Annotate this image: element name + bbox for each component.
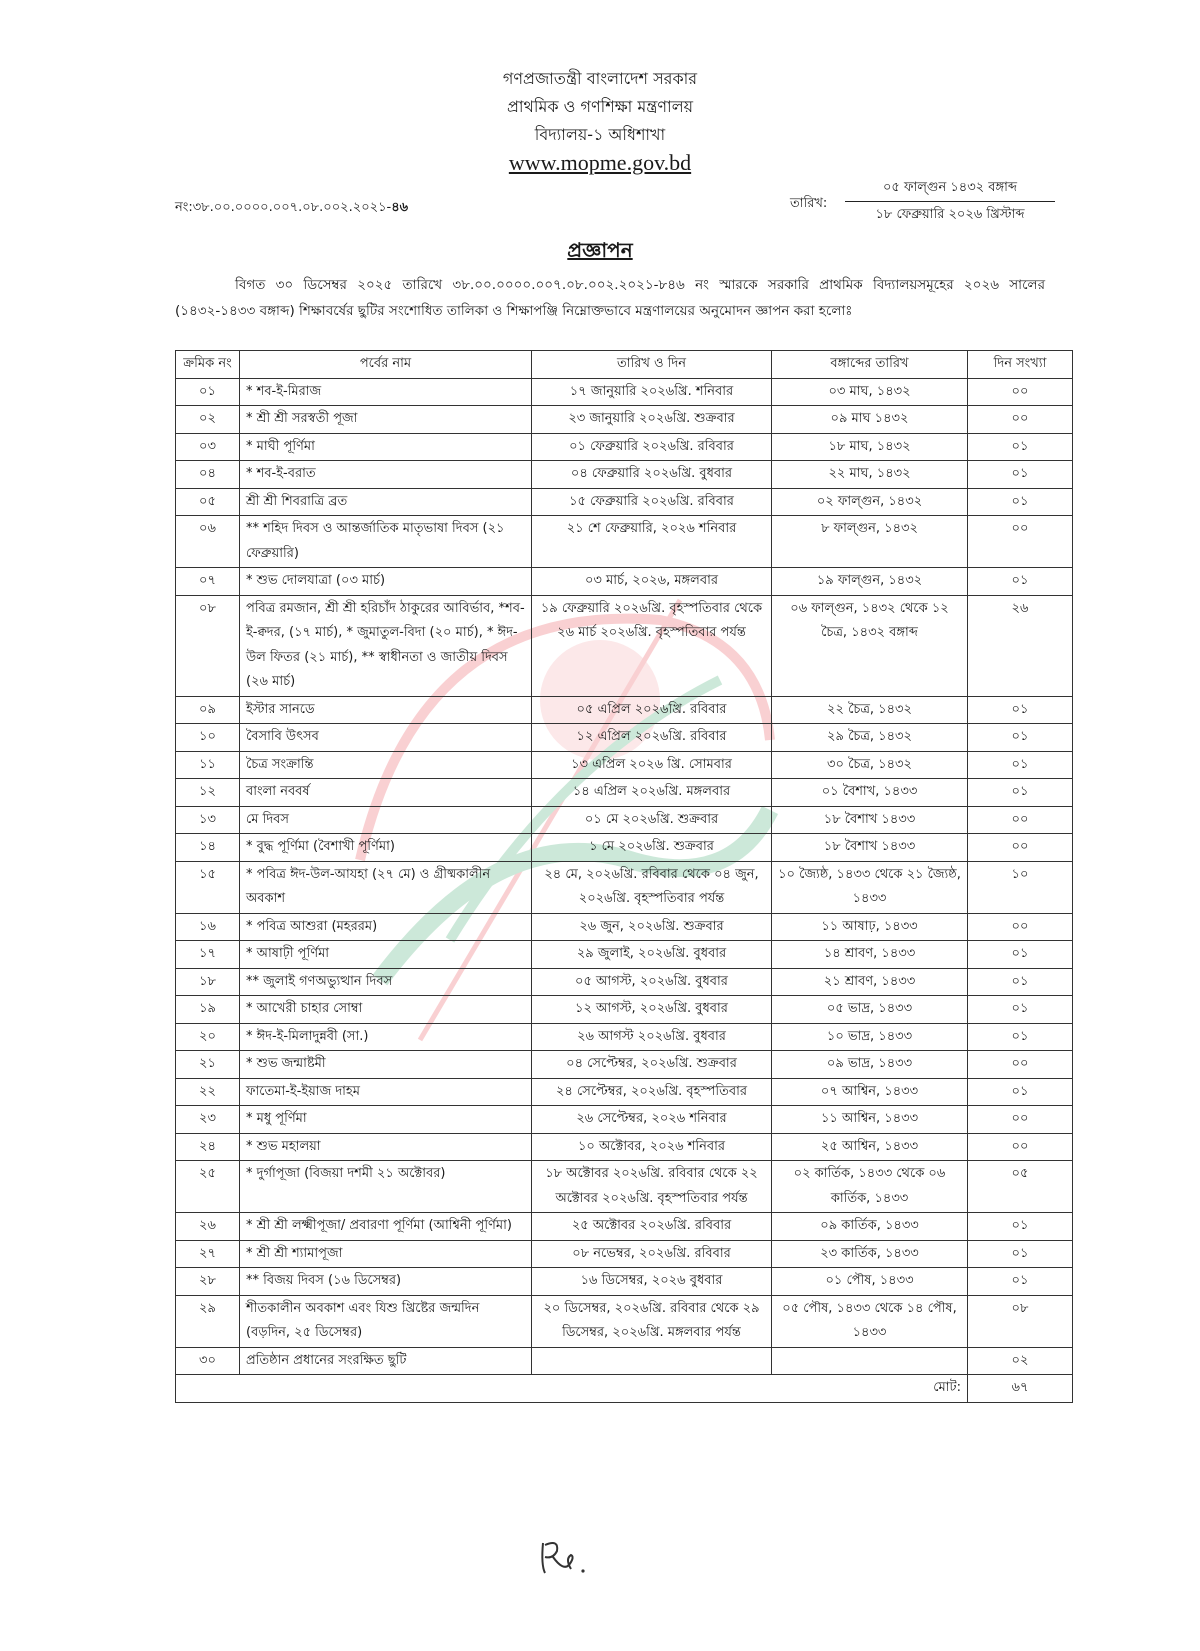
signature-mark [535,1535,615,1580]
table-row [176,779,1073,807]
row-date-day: ২৬ জুন, ২০২৬খ্রি. শুক্রবার [532,913,772,941]
row-festival-name: শ্রী শ্রী শিবরাত্রি ব্রত [240,488,532,516]
row-date-day: ২৪ সেপ্টেম্বর, ২০২৬খ্রি. বৃহস্পতিবার [532,1078,772,1106]
date-label: তারিখ: [790,196,828,211]
row-serial: ০৯ [176,696,240,724]
row-serial: ২৮ [176,1268,240,1296]
row-serial: ১৫ [176,861,240,913]
row-serial: ১১ [176,751,240,779]
table-row [176,406,1073,434]
row-bangla-date: ০২ কার্তিক, ১৪৩৩ থেকে ০৬ কার্তিক, ১৪৩৩ [772,1161,968,1213]
row-bangla-date: ৮ ফাল্গুন, ১৪৩২ [772,516,968,568]
total-value: ৬৭ [968,1375,1073,1403]
row-serial: ১২ [176,779,240,807]
table-row [176,1023,1073,1051]
row-serial: ২৬ [176,1213,240,1241]
header-bangla-date: বঙ্গাব্দের তারিখ [772,351,968,379]
row-bangla-date: ২২ মাঘ, ১৪৩২ [772,461,968,489]
row-serial: ০৪ [176,461,240,489]
document-title: প্রজ্ঞাপন [567,238,633,262]
row-day-count: ০১ [968,1240,1073,1268]
row-day-count: ০০ [968,913,1073,941]
table-row [176,941,1073,969]
row-festival-name: * মাঘী পূর্ণিমা [240,433,532,461]
row-day-count: ০১ [968,1268,1073,1296]
row-day-count: ০৮ [968,1295,1073,1347]
row-day-count: ০০ [968,806,1073,834]
table-row [176,724,1073,752]
row-festival-name: * শ্রী শ্রী শ্যামাপূজা [240,1240,532,1268]
row-date-day: ১ মে ২০২৬খ্রি. শুক্রবার [532,834,772,862]
row-bangla-date: ০৫ ভাদ্র, ১৪৩৩ [772,996,968,1024]
row-day-count: ০০ [968,378,1073,406]
row-date-day: ১৯ ফেব্রুয়ারি ২০২৬খ্রি. বৃহস্পতিবার থেকে ২৬ মার্চ ২০২৬খ্রি. বৃহস্পতিবার পর্যন্ত [532,595,772,696]
table-row [176,696,1073,724]
row-festival-name: * পবিত্র আশুরা (মহররম) [240,913,532,941]
row-bangla-date: ১৯ ফাল্গুন, ১৪৩২ [772,568,968,596]
row-day-count: ০১ [968,488,1073,516]
table-row [176,1213,1073,1241]
row-date-day: ২৬ আগস্ট ২০২৬খ্রি. বুধবার [532,1023,772,1051]
row-serial: ২২ [176,1078,240,1106]
table-row [176,1106,1073,1134]
row-day-count: ০১ [968,433,1073,461]
table-row [176,1051,1073,1079]
row-bangla-date: ০৫ পৌষ, ১৪৩৩ থেকে ১৪ পৌষ, ১৪৩৩ [772,1295,968,1347]
row-date-day: ১৭ জানুয়ারি ২০২৬খ্রি. শনিবার [532,378,772,406]
row-festival-name: * শুভ জন্মাষ্টমী [240,1051,532,1079]
row-serial: ১৬ [176,913,240,941]
row-day-count: ০০ [968,1106,1073,1134]
row-festival-name: বৈসাবি উৎসব [240,724,532,752]
date-gregorian: ১৮ ফেব্রুয়ারি ২০২৬ খ্রিস্টাব্দ [875,207,1025,222]
row-bangla-date: ০৯ কার্তিক, ১৪৩৩ [772,1213,968,1241]
row-serial: ১৭ [176,941,240,969]
row-date-day: ২৯ জুলাই, ২০২৬খ্রি. বুধবার [532,941,772,969]
row-date-day: ১৪ এপ্রিল ২০২৬খ্রি. মঙ্গলবার [532,779,772,807]
table-row [176,861,1073,913]
row-serial: ১৪ [176,834,240,862]
memo-number: নং:৩৮.০০.০০০০.০০৭.০৮.০০২.২০২১-৪৬ [175,200,409,215]
table-row [176,1078,1073,1106]
header-festival-name: পর্বের নাম [240,351,532,379]
row-date-day: ১৩ এপ্রিল ২০২৬ খ্রি. সোমবার [532,751,772,779]
table-row [176,751,1073,779]
row-bangla-date: ২৩ কার্তিক, ১৪৩৩ [772,1240,968,1268]
row-day-count: ০১ [968,1078,1073,1106]
table-row [176,834,1073,862]
row-serial: ২৫ [176,1161,240,1213]
row-serial: ০১ [176,378,240,406]
row-bangla-date: ১৮ মাঘ, ১৪৩২ [772,433,968,461]
row-serial: ১৮ [176,968,240,996]
row-bangla-date: ২২ চৈত্র, ১৪৩২ [772,696,968,724]
row-date-day [532,1347,772,1375]
row-festival-name: * মধু পূর্ণিমা [240,1106,532,1134]
row-bangla-date: ২৯ চৈত্র, ১৪৩২ [772,724,968,752]
row-bangla-date: ১০ ভাদ্র, ১৪৩৩ [772,1023,968,1051]
row-festival-name: * আখেরী চাহার সোম্বা [240,996,532,1024]
row-date-day: ২৪ মে, ২০২৬খ্রি. রবিবার থেকে ০৪ জুন, ২০২৬খ্রি. বৃহস্পতিবার পর্যন্ত [532,861,772,913]
date-bangla: ০৫ ফাল্গুন ১৪৩২ বঙ্গাব্দ [845,178,1055,202]
row-day-count: ০১ [968,724,1073,752]
row-serial: ০৭ [176,568,240,596]
row-festival-name: * দুর্গাপূজা (বিজয়া দশমী ২১ অক্টোবর) [240,1161,532,1213]
row-festival-name: মে দিবস [240,806,532,834]
row-serial: ০২ [176,406,240,434]
row-serial: ২৩ [176,1106,240,1134]
government-name: গণপ্রজাতন্ত্রী বাংলাদেশ সরকার [502,69,698,88]
row-date-day: ১২ আগস্ট, ২০২৬খ্রি. বুধবার [532,996,772,1024]
row-festival-name: * শুভ দোলযাত্রা (০৩ মার্চ) [240,568,532,596]
row-date-day: ০৪ সেপ্টেম্বর, ২০২৬খ্রি. শুক্রবার [532,1051,772,1079]
row-festival-name: ** শহিদ দিবস ও আন্তর্জাতিক মাতৃভাষা দিবস (২১ ফেব্রুয়ারি) [240,516,532,568]
table-header-row [176,351,1073,379]
row-day-count: ০১ [968,941,1073,969]
division-name: বিদ্যালয়-১ অধিশাখা [534,125,666,144]
table-row [176,968,1073,996]
row-festival-name: * আষাঢ়ী পূর্ণিমা [240,941,532,969]
row-date-day: ০৫ আগস্ট, ২০২৬খ্রি. বুধবার [532,968,772,996]
row-day-count: ০১ [968,968,1073,996]
table-row [176,1240,1073,1268]
row-bangla-date: ০৯ ভাদ্র, ১৪৩৩ [772,1051,968,1079]
row-bangla-date: ২৫ আশ্বিন, ১৪৩৩ [772,1133,968,1161]
table-row [176,461,1073,489]
row-bangla-date: ০১ পৌষ, ১৪৩৩ [772,1268,968,1296]
row-serial: ২৭ [176,1240,240,1268]
table-row [176,568,1073,596]
table-row [176,516,1073,568]
row-serial: ১৩ [176,806,240,834]
row-bangla-date: ১১ আশ্বিন, ১৪৩৩ [772,1106,968,1134]
row-date-day: ২৬ সেপ্টেম্বর, ২০২৬ শনিবার [532,1106,772,1134]
table-row [176,806,1073,834]
row-festival-name: * ঈদ-ই-মিলাদুন্নবী (সা.) [240,1023,532,1051]
table-row [176,1295,1073,1347]
row-day-count: ০২ [968,1347,1073,1375]
row-bangla-date: ০৩ মাঘ, ১৪৩২ [772,378,968,406]
ministry-name: প্রাথমিক ও গণশিক্ষা মন্ত্রণালয় [506,97,694,116]
row-day-count: ০০ [968,406,1073,434]
intro-paragraph: বিগত ৩০ ডিসেম্বর ২০২৫ তারিখে ৩৮.০০.০০০০.০০৭.০৮.০০২.২০২১-৮৪৬ নং স্মারকে সরকারি প্রাথমিক বিদ্যালয়সমূহের ২০২৬ সালের (১৪৩২-১৪৩৩ বঙ্গাব্দ) শিক্ষাবর্ষের ছুটির সংশোধিত তালিকা ও শিক্ষাপঞ্জি নিম্নোক্তভাবে মন্ত্রণালয়ের অনুমোদন জ্ঞাপন করা হলোঃ [175,277,1045,319]
table-row [176,913,1073,941]
row-day-count: ১০ [968,861,1073,913]
table-row [176,996,1073,1024]
table-row [176,433,1073,461]
row-bangla-date: ১৪ শ্রাবণ, ১৪৩৩ [772,941,968,969]
total-label: মোট: [176,1375,968,1403]
table-row [176,1268,1073,1296]
row-date-day: ০১ মে ২০২৬খ্রি. শুক্রবার [532,806,772,834]
row-day-count: ০১ [968,1023,1073,1051]
row-day-count: ২৬ [968,595,1073,696]
row-festival-name: * শব-ই-বরাত [240,461,532,489]
row-day-count: ০১ [968,996,1073,1024]
row-bangla-date: ৩০ চৈত্র, ১৪৩২ [772,751,968,779]
row-serial: ৩০ [176,1347,240,1375]
row-serial: ১০ [176,724,240,752]
row-festival-name: প্রতিষ্ঠান প্রধানের সংরক্ষিত ছুটি [240,1347,532,1375]
header-day-count: দিন সংখ্যা [968,351,1073,379]
row-serial: ০৩ [176,433,240,461]
row-day-count: ০১ [968,1213,1073,1241]
row-date-day: ২১ শে ফেব্রুয়ারি, ২০২৬ শনিবার [532,516,772,568]
row-date-day: ১০ অক্টোবর, ২০২৬ শনিবার [532,1133,772,1161]
row-date-day: ১২ এপ্রিল ২০২৬খ্রি. রবিবার [532,724,772,752]
row-serial: ২০ [176,1023,240,1051]
row-festival-name: * শ্রী শ্রী সরস্বতী পূজা [240,406,532,434]
row-day-count: ০১ [968,696,1073,724]
table-row [176,378,1073,406]
row-festival-name: চৈত্র সংক্রান্তি [240,751,532,779]
row-date-day: ০৪ ফেব্রুয়ারি ২০২৬খ্রি. বুধবার [532,461,772,489]
row-day-count: ০১ [968,461,1073,489]
table-row [176,1347,1073,1375]
row-festival-name: * শব-ই-মিরাজ [240,378,532,406]
row-serial: ০৮ [176,595,240,696]
row-day-count: ০১ [968,751,1073,779]
row-date-day: ২৫ অক্টোবর ২০২৬খ্রি. রবিবার [532,1213,772,1241]
row-day-count: ০০ [968,1051,1073,1079]
row-date-day: ০৫ এপ্রিল ২০২৬খ্রি. রবিবার [532,696,772,724]
row-serial: ১৯ [176,996,240,1024]
holiday-table [175,350,1073,1403]
row-bangla-date: ০২ ফাল্গুন, ১৪৩২ [772,488,968,516]
row-festival-name: * পবিত্র ঈদ-উল-আযহা (২৭ মে) ও গ্রীষ্মকালীন অবকাশ [240,861,532,913]
header-date-day: তারিখ ও দিন [532,351,772,379]
row-festival-name: ** বিজয় দিবস (১৬ ডিসেম্বর) [240,1268,532,1296]
website-link[interactable]: www.mopme.gov.bd [508,150,692,175]
row-festival-name: পবিত্র রমজান, শ্রী শ্রী হরিচাঁদ ঠাকুরের আবির্ভাব, *শব-ই-ক্বদর, (১৭ মার্চ), * জুমাতুল-বিদা (২০ মার্চ), * ঈদ-উল ফিতর (২১ মার্চ), ** স্বাধীনতা ও জাতীয় দিবস (২৬ মার্চ) [240,595,532,696]
row-festival-name: * শ্রী শ্রী লক্ষ্মীপূজা/ প্রবারণা পূর্ণিমা (আশ্বিনী পূর্ণিমা) [240,1213,532,1241]
row-festival-name: ইস্টার সানডে [240,696,532,724]
row-day-count: ০১ [968,779,1073,807]
row-date-day: ১৮ অক্টোবর ২০২৬খ্রি. রবিবার থেকে ২২ অক্টোবর ২০২৬খ্রি. বৃহস্পতিবার পর্যন্ত [532,1161,772,1213]
row-day-count: ০৫ [968,1161,1073,1213]
row-bangla-date: ১০ জ্যৈষ্ঠ, ১৪৩৩ থেকে ২১ জ্যৈষ্ঠ, ১৪৩৩ [772,861,968,913]
row-day-count: ০১ [968,568,1073,596]
row-bangla-date: ১৮ বৈশাখ ১৪৩৩ [772,834,968,862]
row-festival-name: শীতকালীন অবকাশ এবং যিশু খ্রিষ্টের জন্মদিন (বড়দিন, ২৫ ডিসেম্বর) [240,1295,532,1347]
row-day-count: ০০ [968,834,1073,862]
row-bangla-date: ০৬ ফাল্গুন, ১৪৩২ থেকে ১২ চৈত্র, ১৪৩২ বঙ্গাব্দ [772,595,968,696]
row-bangla-date: ১১ আষাঢ়, ১৪৩৩ [772,913,968,941]
row-bangla-date: ০১ বৈশাখ, ১৪৩৩ [772,779,968,807]
row-day-count: ০০ [968,1133,1073,1161]
table-row [176,1161,1073,1213]
row-date-day: ০১ ফেব্রুয়ারি ২০২৬খ্রি. রবিবার [532,433,772,461]
row-bangla-date: ১৮ বৈশাখ ১৪৩৩ [772,806,968,834]
row-bangla-date: ০৯ মাঘ ১৪৩২ [772,406,968,434]
memo-date [790,178,1050,228]
row-serial: ০৫ [176,488,240,516]
row-serial: ০৬ [176,516,240,568]
row-serial: ২৯ [176,1295,240,1347]
row-date-day: ০৮ নভেম্বর, ২০২৬খ্রি. রবিবার [532,1240,772,1268]
row-festival-name: বাংলা নববর্ষ [240,779,532,807]
row-date-day: ১৬ ডিসেম্বর, ২০২৬ বুধবার [532,1268,772,1296]
table-row [176,1133,1073,1161]
row-festival-name: * বুদ্ধ পূর্ণিমা (বৈশাখী পূর্ণিমা) [240,834,532,862]
table-row [176,595,1073,696]
row-date-day: ২০ ডিসেম্বর, ২০২৬খ্রি. রবিবার থেকে ২৯ ডিসেম্বর, ২০২৬খ্রি. মঙ্গলবার পর্যন্ত [532,1295,772,1347]
row-date-day: ২৩ জানুয়ারি ২০২৬খ্রি. শুক্রবার [532,406,772,434]
header-serial: ক্রমিক নং [176,351,240,379]
total-row [176,1375,1073,1403]
row-date-day: ১৫ ফেব্রুয়ারি ২০২৬খ্রি. রবিবার [532,488,772,516]
row-date-day: ০৩ মার্চ, ২০২৬, মঙ্গলবার [532,568,772,596]
row-festival-name: ফাতেমা-ই-ইয়াজ দাহম [240,1078,532,1106]
row-serial: ২৪ [176,1133,240,1161]
row-festival-name: * শুভ মহালয়া [240,1133,532,1161]
row-bangla-date [772,1347,968,1375]
row-bangla-date: ০৭ আশ্বিন, ১৪৩৩ [772,1078,968,1106]
row-serial: ২১ [176,1051,240,1079]
row-day-count: ০০ [968,516,1073,568]
row-bangla-date: ২১ শ্রাবণ, ১৪৩৩ [772,968,968,996]
table-row [176,488,1073,516]
row-festival-name: ** জুলাই গণঅভ্যুত্থান দিবস [240,968,532,996]
